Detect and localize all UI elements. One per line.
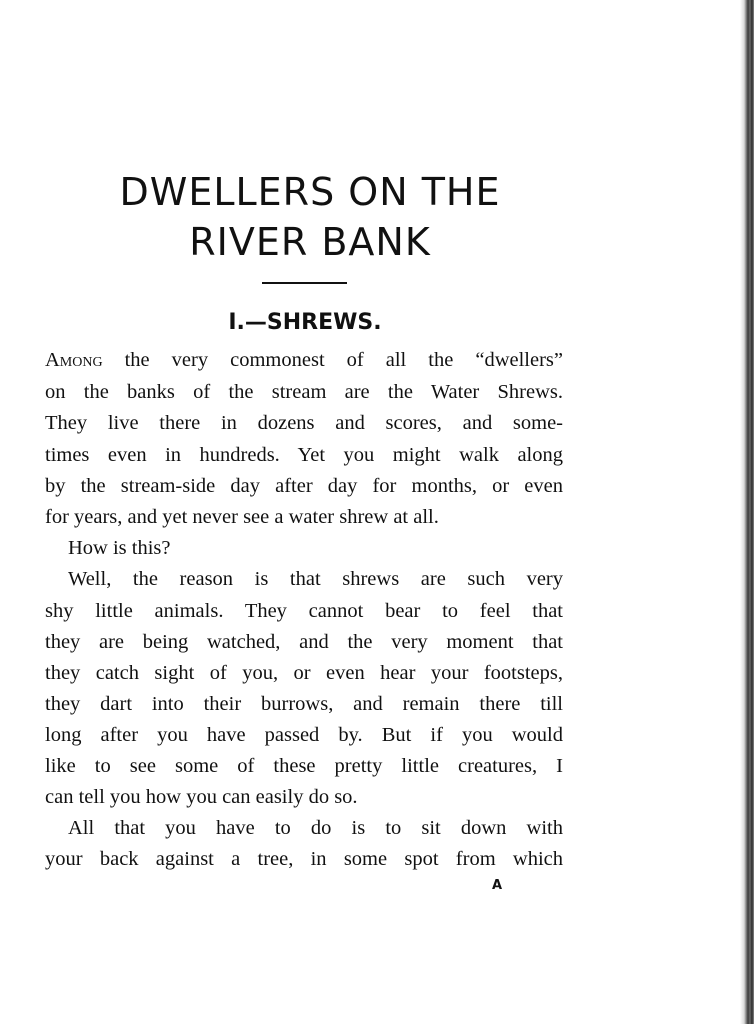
- text-line-14: like to see some of these pretty little creatures, I: [45, 755, 563, 777]
- chapter-title-line-2: RIVER BANK: [189, 220, 431, 264]
- text-line-12: they dart into their burrows, and remain there till: [45, 693, 563, 715]
- section-heading: I.—SHREWS.: [228, 310, 382, 335]
- text-line-13: long after you have passed by. But if you would: [45, 724, 563, 746]
- text-line-6: for years, and yet never see a water shrew at all.: [45, 506, 439, 528]
- title-rule: [262, 282, 347, 284]
- text-line-4: times even in hundreds. Yet you might walk along: [45, 444, 563, 466]
- text-line-3: They live there in dozens and scores, and some-: [45, 412, 563, 434]
- first-word: Among: [45, 349, 103, 371]
- text-line-7: How is this?: [68, 537, 171, 559]
- text-line-2: on the banks of the stream are the Water Shrews.: [45, 381, 563, 403]
- text-line-15: can tell you how you can easily do so.: [45, 786, 358, 808]
- text-line-9: shy little animals. They cannot bear to feel that: [45, 600, 563, 622]
- text-line-16: All that you have to do is to sit down with: [68, 817, 563, 839]
- text-line-8: Well, the reason is that shrews are such very: [68, 568, 563, 590]
- text-line-11: they catch sight of you, or even hear your footsteps,: [45, 662, 563, 684]
- text-line-1: [45, 345, 563, 375]
- text-line-1-rest: the very commonest of all the “dwellers”: [102, 349, 563, 371]
- signature-mark: A: [492, 878, 503, 893]
- chapter-title-line-1: DWELLERS ON THE: [119, 170, 501, 214]
- text-line-5: by the stream-side day after day for months, or even: [45, 475, 563, 497]
- text-line-10: they are being watched, and the very moment that: [45, 631, 563, 653]
- text-line-17: your back against a tree, in some spot from which: [45, 848, 563, 870]
- page-edge-shadow: [740, 0, 754, 1024]
